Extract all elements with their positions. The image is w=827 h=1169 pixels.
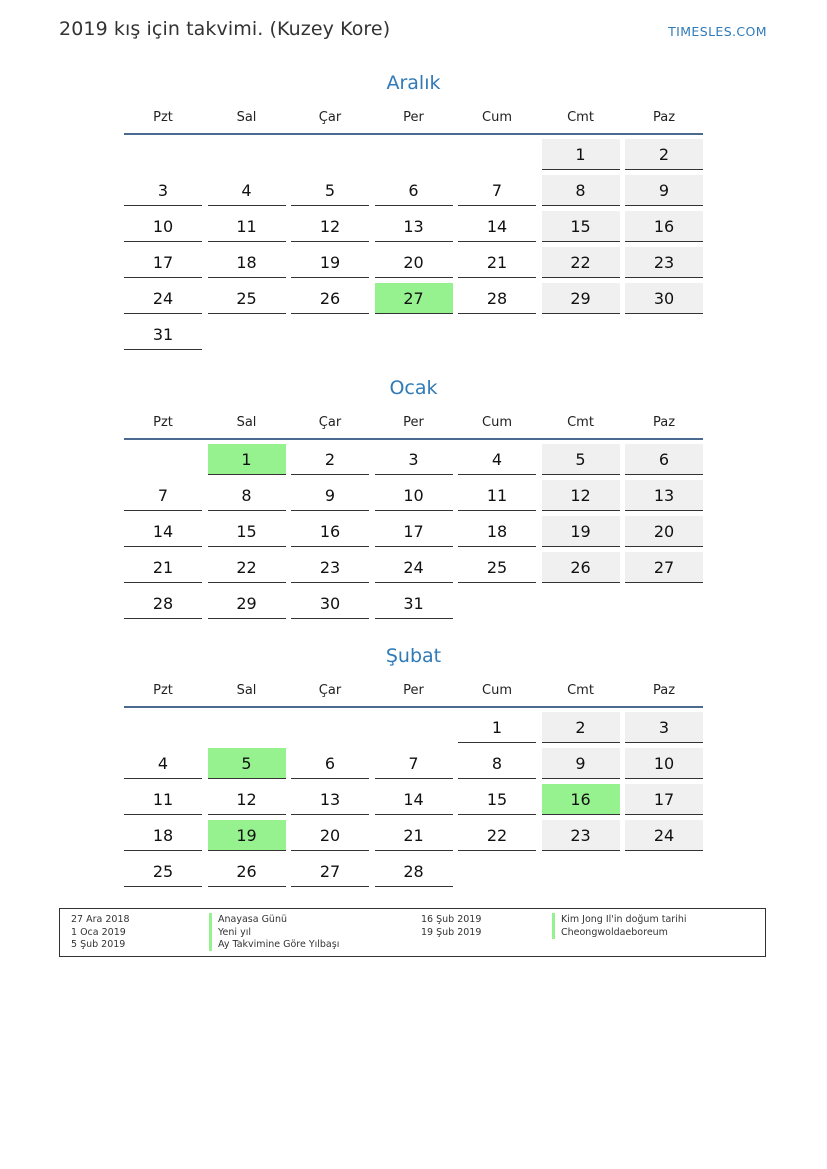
day-cell: 13 — [625, 480, 703, 511]
day-cell: 23 — [291, 552, 369, 583]
month-december — [124, 69, 703, 344]
day-cell: 2 — [625, 139, 703, 170]
day-cell: 21 — [458, 247, 536, 278]
day-cell: 2 — [291, 444, 369, 475]
weekday-label: Per — [403, 110, 424, 125]
weekday-header — [124, 402, 703, 440]
day-cell: 23 — [542, 820, 620, 851]
weekday-label: Cmt — [567, 683, 594, 698]
day-cell: 19 — [291, 247, 369, 278]
weekday-label: Paz — [652, 415, 676, 430]
legend-date: 27 Ara 2018 — [71, 914, 130, 925]
day-cell: 6 — [291, 748, 369, 779]
day-cell: 20 — [291, 820, 369, 851]
day-cell: 28 — [458, 283, 536, 314]
day-cell: 11 — [208, 211, 286, 242]
day-cell: 10 — [625, 748, 703, 779]
day-cell: 28 — [124, 588, 202, 619]
day-cell: 27 — [625, 552, 703, 583]
day-cell: 22 — [458, 820, 536, 851]
month-name: Aralık — [386, 72, 441, 94]
month-january — [124, 374, 703, 613]
day-cell: 15 — [458, 784, 536, 815]
page-title: 2019 kış için takvimi. (Kuzey Kore) — [59, 18, 391, 40]
day-cell: 31 — [375, 588, 453, 619]
weekday-label: Çar — [318, 110, 342, 125]
legend-date: 19 Şub 2019 — [421, 927, 482, 938]
weekday-header — [124, 670, 703, 708]
weekday-label: Cmt — [567, 415, 594, 430]
day-cell: 8 — [458, 748, 536, 779]
day-cell: 25 — [458, 552, 536, 583]
day-cell: 29 — [542, 283, 620, 314]
legend-date: 16 Şub 2019 — [421, 914, 482, 925]
weekday-label: Pzt — [153, 683, 173, 698]
weekday-label: Çar — [318, 683, 342, 698]
day-cell-holiday: 27 — [375, 283, 453, 314]
day-cell: 4 — [124, 748, 202, 779]
day-cell-holiday: 19 — [208, 820, 286, 851]
day-cell: 18 — [458, 516, 536, 547]
day-cell: 14 — [458, 211, 536, 242]
day-cell: 15 — [542, 211, 620, 242]
day-cell-holiday: 1 — [208, 444, 286, 475]
day-cell: 18 — [208, 247, 286, 278]
day-cell: 21 — [375, 820, 453, 851]
day-cell: 31 — [124, 319, 202, 350]
weekday-header — [124, 97, 703, 135]
day-cell: 24 — [625, 820, 703, 851]
day-cell: 16 — [625, 211, 703, 242]
weekday-label: Pzt — [153, 415, 173, 430]
day-cell: 22 — [208, 552, 286, 583]
day-cell: 26 — [291, 283, 369, 314]
day-cell: 7 — [124, 480, 202, 511]
day-cell: 9 — [625, 175, 703, 206]
day-cell: 7 — [458, 175, 536, 206]
day-cell: 13 — [375, 211, 453, 242]
day-cell: 11 — [124, 784, 202, 815]
day-cell: 18 — [124, 820, 202, 851]
day-cell: 1 — [458, 712, 536, 743]
weekday-label: Cum — [482, 110, 512, 125]
day-cell: 26 — [208, 856, 286, 887]
day-cell: 5 — [291, 175, 369, 206]
day-cell: 4 — [458, 444, 536, 475]
day-cell: 30 — [291, 588, 369, 619]
day-cell: 25 — [208, 283, 286, 314]
weekday-label: Sal — [236, 110, 257, 125]
day-cell: 11 — [458, 480, 536, 511]
legend-holiday-name: Ay Takvimine Göre Yılbaşı — [209, 938, 339, 951]
weekday-label: Çar — [318, 415, 342, 430]
day-cell: 14 — [124, 516, 202, 547]
day-cell-holiday: 5 — [208, 748, 286, 779]
legend-date: 5 Şub 2019 — [71, 939, 126, 950]
day-cell: 3 — [625, 712, 703, 743]
weekday-label: Sal — [236, 683, 257, 698]
day-cell: 25 — [124, 856, 202, 887]
day-cell: 17 — [124, 247, 202, 278]
day-cell: 12 — [542, 480, 620, 511]
day-cell: 4 — [208, 175, 286, 206]
weekday-label: Cum — [482, 415, 512, 430]
weekday-label: Cmt — [567, 110, 594, 125]
day-cell: 10 — [124, 211, 202, 242]
month-february — [124, 642, 703, 881]
weekday-label: Per — [403, 683, 424, 698]
day-cell: 30 — [625, 283, 703, 314]
legend-holiday-name: Kim Jong Il'in doğum tarihi — [552, 913, 686, 926]
site-link[interactable]: TIMESLES.COM — [668, 24, 767, 39]
day-cell: 5 — [542, 444, 620, 475]
day-cell: 16 — [291, 516, 369, 547]
day-cell: 28 — [375, 856, 453, 887]
day-cell: 9 — [542, 748, 620, 779]
day-cell: 15 — [208, 516, 286, 547]
day-cell: 21 — [124, 552, 202, 583]
legend-holiday-name: Cheongwoldaeboreum — [552, 926, 668, 939]
day-cell: 7 — [375, 748, 453, 779]
weekday-label: Paz — [652, 683, 676, 698]
day-cell: 13 — [291, 784, 369, 815]
month-name: Ocak — [389, 377, 438, 399]
holiday-legend — [59, 908, 766, 957]
day-cell: 23 — [625, 247, 703, 278]
day-cell: 9 — [291, 480, 369, 511]
day-cell: 12 — [291, 211, 369, 242]
day-cell: 12 — [208, 784, 286, 815]
day-cell: 6 — [625, 444, 703, 475]
day-cell: 22 — [542, 247, 620, 278]
day-cell: 6 — [375, 175, 453, 206]
day-cell-holiday: 16 — [542, 784, 620, 815]
day-cell: 24 — [375, 552, 453, 583]
day-cell: 3 — [375, 444, 453, 475]
day-cell: 29 — [208, 588, 286, 619]
day-cell: 8 — [208, 480, 286, 511]
day-cell: 19 — [542, 516, 620, 547]
day-cell: 8 — [542, 175, 620, 206]
day-cell: 2 — [542, 712, 620, 743]
day-cell: 10 — [375, 480, 453, 511]
day-cell: 1 — [542, 139, 620, 170]
day-cell: 24 — [124, 283, 202, 314]
day-cell: 26 — [542, 552, 620, 583]
day-cell: 20 — [375, 247, 453, 278]
weekday-label: Cum — [482, 683, 512, 698]
legend-holiday-name: Anayasa Günü — [209, 913, 287, 926]
weekday-label: Pzt — [153, 110, 173, 125]
month-name: Şubat — [385, 645, 442, 667]
legend-holiday-name: Yeni yıl — [209, 926, 251, 939]
day-cell: 17 — [375, 516, 453, 547]
weekday-label: Paz — [652, 110, 676, 125]
day-cell: 14 — [375, 784, 453, 815]
day-cell: 20 — [625, 516, 703, 547]
legend-date: 1 Oca 2019 — [71, 927, 126, 938]
day-cell: 3 — [124, 175, 202, 206]
day-cell: 17 — [625, 784, 703, 815]
weekday-label: Sal — [236, 415, 257, 430]
day-cell: 27 — [291, 856, 369, 887]
weekday-label: Per — [403, 415, 424, 430]
